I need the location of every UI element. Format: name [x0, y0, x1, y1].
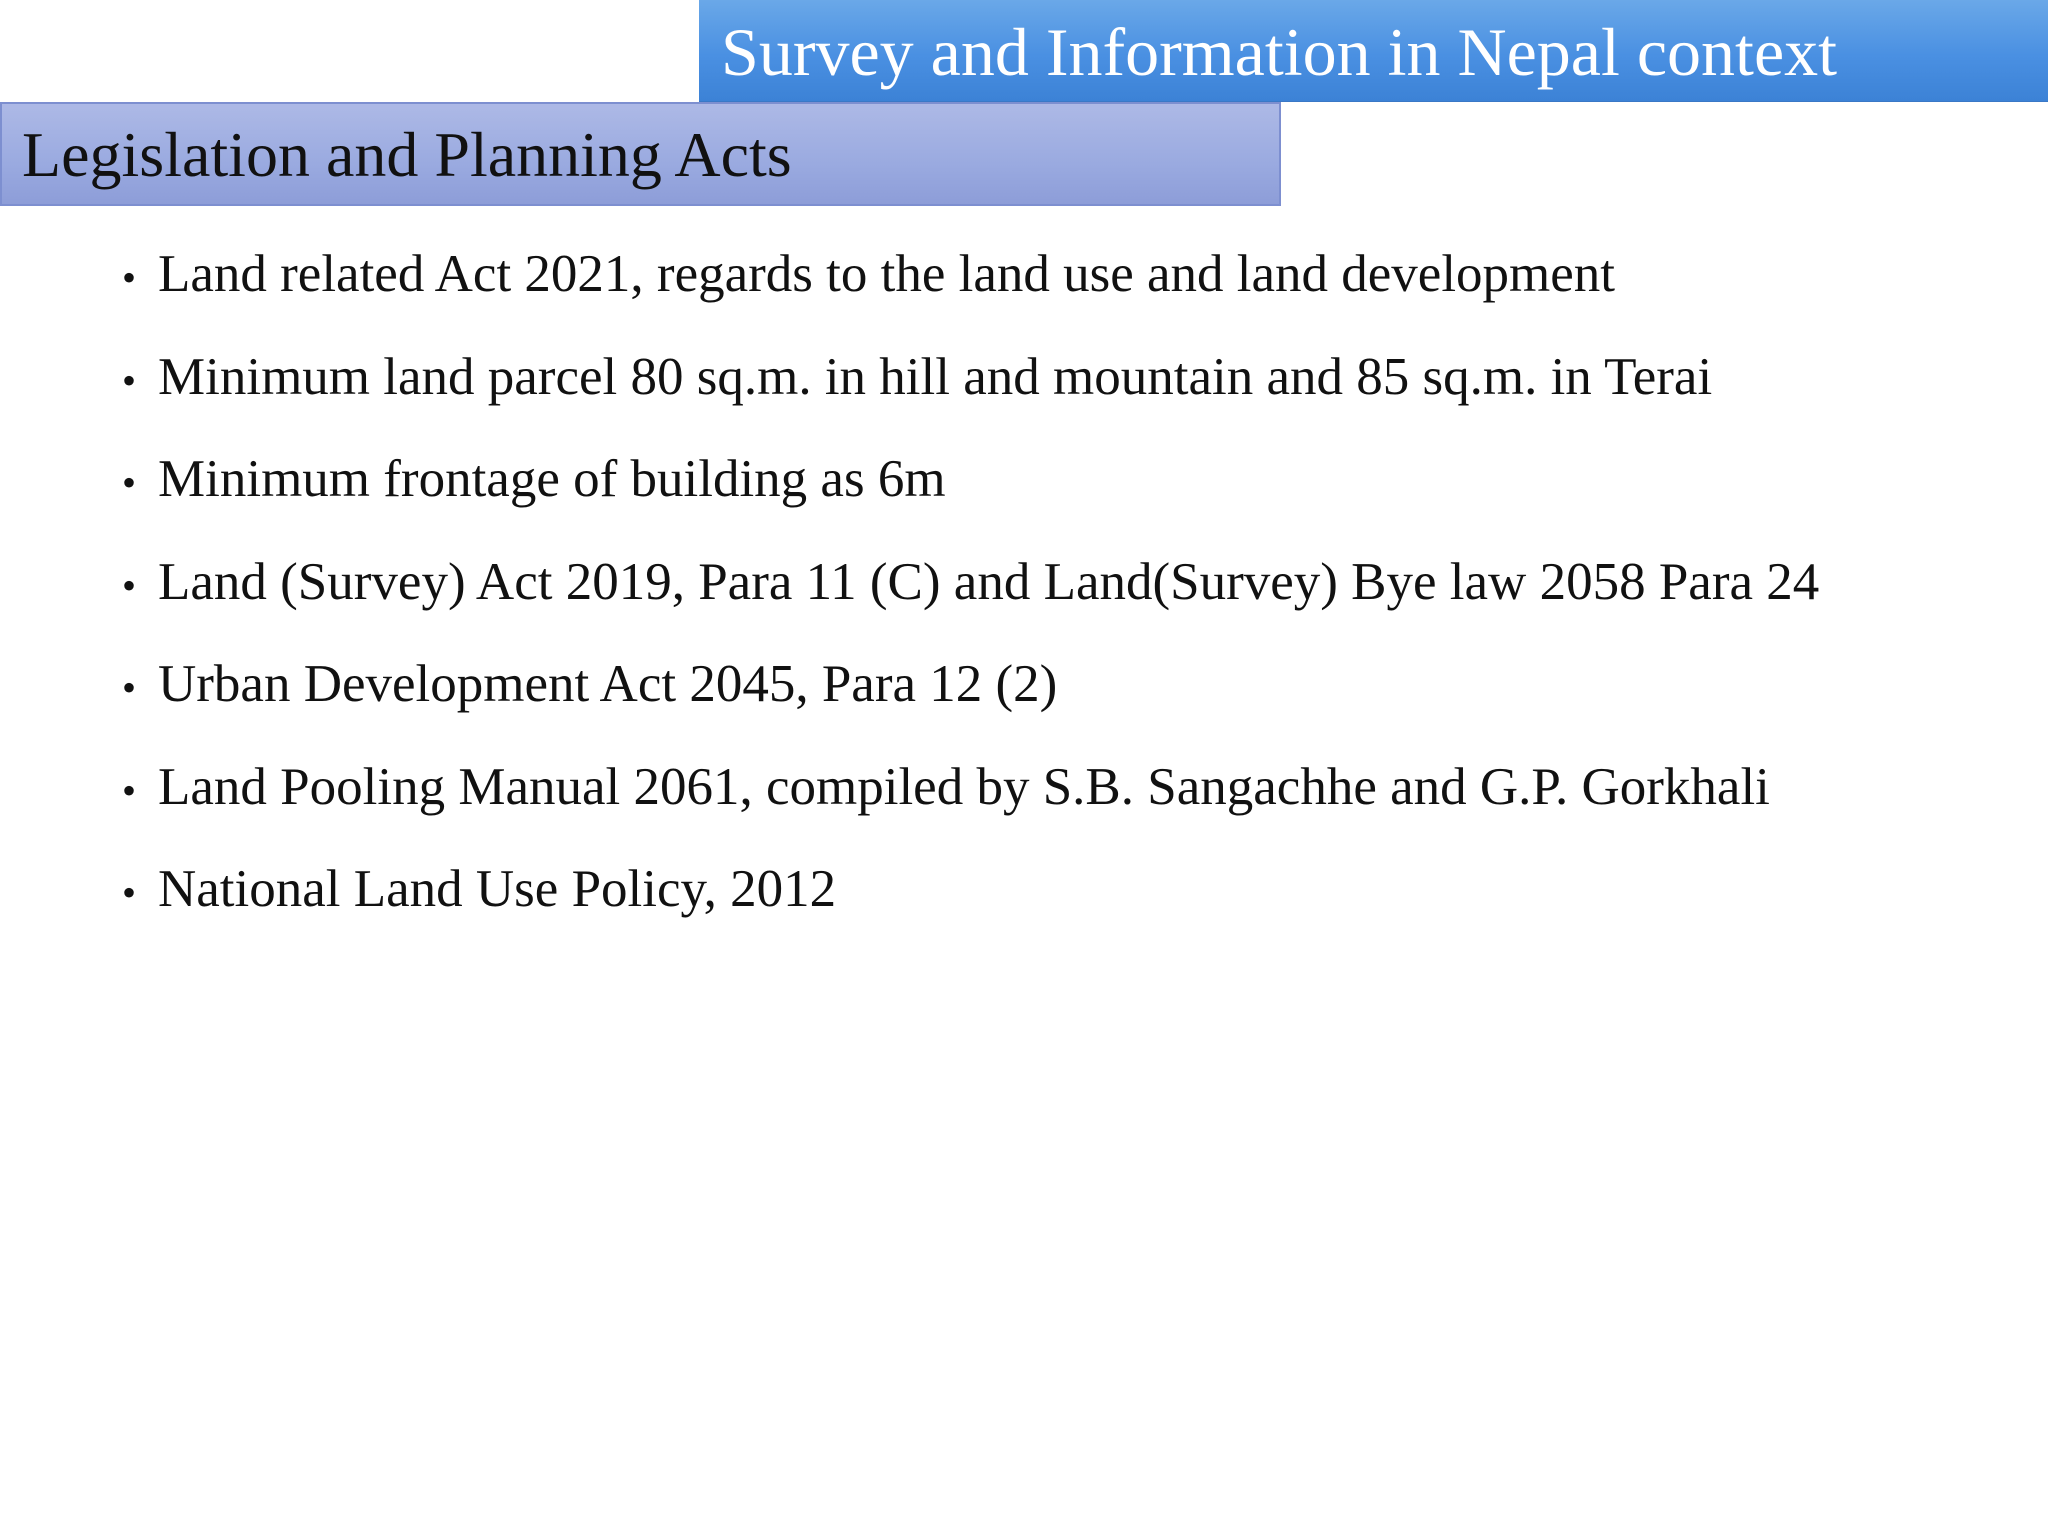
bullet-text: Land related Act 2021, regards to the land use and land development: [158, 245, 1616, 303]
bullet-dot-icon: •: [122, 767, 137, 813]
bullet-list: [122, 232, 1819, 950]
bullet-text: Land Pooling Manual 2061, compiled by S.B. Sangachhe and G.P. Gorkhali: [158, 757, 1770, 816]
bullet-item: [122, 232, 1819, 335]
bullet-item: [122, 642, 1819, 745]
bullet-item: [122, 847, 1819, 950]
bullet-text: Minimum land parcel 80 sq.m. in hill and mountain and 85 sq.m. in Terai: [158, 347, 1713, 406]
header-banner: [699, 0, 2048, 102]
bullet-text: Land (Survey) Act 2019, Para 11 (C) and Land(Survey) Bye law 2058 Para 24: [158, 552, 1820, 611]
bullet-dot-icon: •: [122, 870, 137, 915]
bullet-text: National Land Use Policy, 2012: [158, 860, 837, 918]
bullet-item: [122, 335, 1819, 438]
bullet-dot-icon: •: [122, 255, 137, 300]
bullet-item: [122, 437, 1819, 540]
bullet-item: [122, 745, 1819, 848]
bullet-text: Minimum frontage of building as 6m: [158, 450, 946, 508]
bullet-text: Urban Development Act 2045, Para 12 (2): [158, 655, 1058, 713]
bullet-item: [122, 540, 1819, 643]
bullet-dot-icon: •: [122, 460, 137, 505]
bullet-dot-icon: •: [122, 357, 137, 403]
bullet-dot-icon: •: [122, 562, 137, 608]
section-title: Legislation and Planning Acts: [22, 119, 792, 190]
section-banner: [0, 102, 1281, 206]
bullet-dot-icon: •: [122, 665, 137, 710]
slide-header-title: Survey and Information in Nepal context: [721, 14, 1838, 90]
